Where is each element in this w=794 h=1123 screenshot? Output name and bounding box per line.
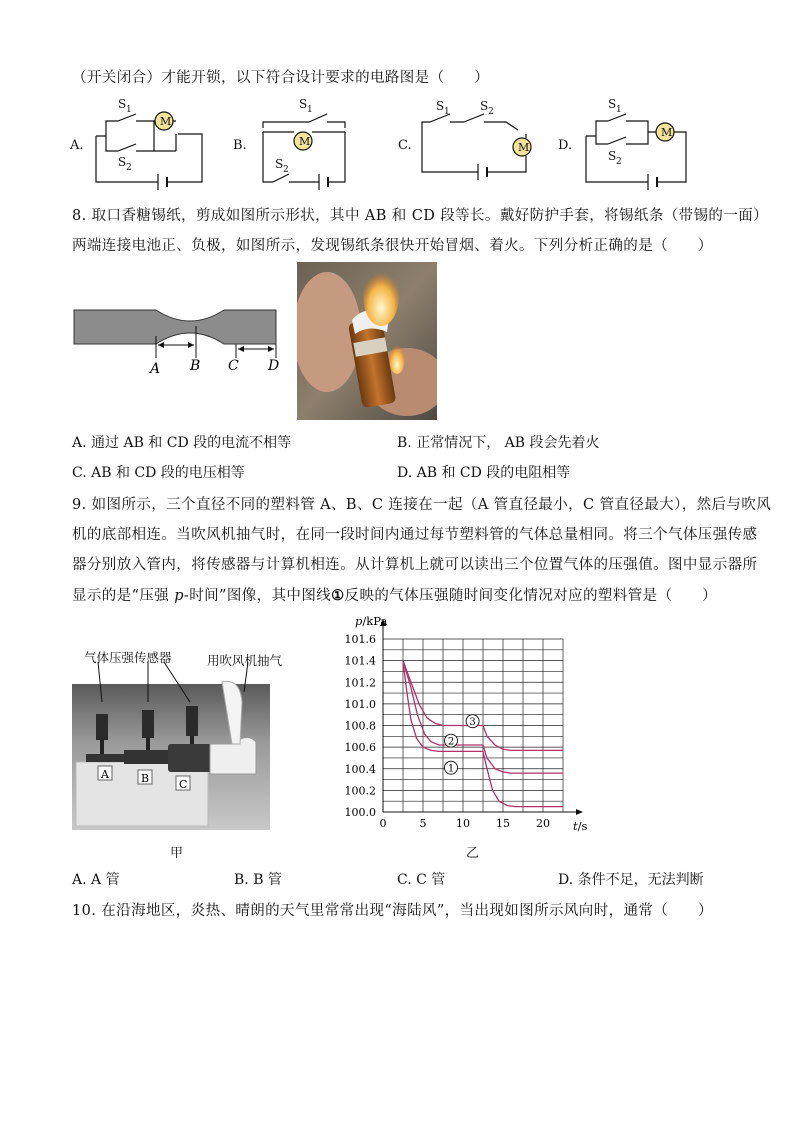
sensor-label: 气体压强传感器 [84,650,172,665]
q9-option-d[interactable]: D. 条件不足，无法判断 [558,872,704,888]
switch-label: S [608,97,617,111]
switch-label: S [608,149,617,163]
tube-a-label: A [101,768,109,781]
tin-foil-diagram [70,300,290,380]
x-tick-label: 0 [379,817,387,830]
series-label-1: 1 [447,763,455,775]
pipes-photo [72,662,272,830]
svg-text:1: 1 [616,105,622,115]
circuit-option-a[interactable] [69,97,202,190]
point-b-label: B [190,358,201,374]
q8-line2: 两端连接电池正、负极，如图所示，发现锡纸条很快开始冒烟、着火。下列分析正确的是（ ） [72,238,713,254]
q7-circuit-options [66,94,716,190]
x-tick-label: 15 [496,817,510,830]
q8-option-d[interactable]: D. AB 和 CD 段的电阻相等 [397,465,571,481]
switch-label: S [275,157,284,171]
point-c-label: C [228,358,239,374]
y-axis-title: p/kPa [355,614,388,628]
switch-label: S [436,99,445,113]
svg-text:2: 2 [616,157,622,167]
motor-label: M [661,126,673,139]
q9-line4: 显示的是“压强 p-时间”图像，其中图线①反映的气体压强随时间变化情况对应的塑料管是（ ） [72,587,718,604]
svg-text:1: 1 [307,105,313,115]
switch-label: S [480,99,489,113]
caption-left: 甲 [170,846,184,861]
y-tick-label: 101.6 [344,633,376,646]
circuit-option-d[interactable] [558,97,686,190]
q8-option-a[interactable]: A. 通过 AB 和 CD 段的电流不相等 [72,435,292,451]
q9-line3: 器分别放入管内，将传感器与计算机相连。从计算机上就可以读出三个位置气体的压强值。图中显示器所 [72,557,758,573]
q9-option-b[interactable]: B. B 管 [234,872,282,888]
x-tick-label: 10 [456,817,470,830]
motor-label: M [518,141,530,154]
q10-line1: 10. 在沿海地区，炎热、晴朗的天气里常常出现“海陆风”，当出现如图所示风向时，通常（ ） [72,903,713,919]
svg-text:2: 2 [283,165,289,175]
q8-option-b[interactable]: B. 正常情况下， AB 段会先着火 [397,435,600,451]
svg-text:2: 2 [126,163,132,173]
y-tick-label: 100.4 [344,762,376,776]
tube-b-label: B [141,772,150,785]
y-tick-label: 101.0 [344,697,376,711]
switch-label: S [299,97,308,111]
x-axis-arrow [576,809,583,815]
y-tick-label: 100.6 [344,741,376,755]
q9-line1: 9. 如图所示，三个直径不同的塑料管 A、B、C 连接在一起（A 管直径最小，C 管直径最大），然后与吹风 [72,497,772,513]
y-tick-label: 100.2 [344,784,376,798]
motor-label: M [299,135,311,148]
series-label-3: 3 [469,717,476,729]
q7-stem-tail: （开关闭合）才能开锁，以下符合设计要求的电路图是（ ） [72,70,490,86]
x-tick-label: 5 [419,817,427,830]
q8-option-c[interactable]: C. AB 和 CD 段的电压相等 [72,465,245,481]
switch-label: S [118,97,127,111]
q9-option-c[interactable]: C. C 管 [397,872,446,888]
x-tick-label: 20 [536,817,550,830]
burning-foil-photo [297,262,437,420]
pressure-time-chart [330,612,600,842]
svg-text:1: 1 [126,105,132,115]
q9-line2: 机的底部相连。当吹风机抽气时，在同一段时间内通过每节塑料管的气体总量相同。将三个气体压强传感 [72,527,758,543]
option-label: B. [233,138,247,153]
svg-text:2: 2 [488,107,494,117]
y-tick-label: 101.2 [344,676,376,690]
point-d-label: D [268,358,280,374]
caption-right: 乙 [466,846,480,861]
series-label-2: 2 [447,736,455,748]
q8-line1: 8. 取口香糖锡纸，剪成如图所示形状，其中 AB 和 CD 段等长。戴好防护手套，将锡纸条（带锡的一面） [72,208,769,224]
tube-c-label: C [179,778,188,791]
q9-option-a[interactable]: A. A 管 [72,872,120,888]
switch-label: S [118,155,127,169]
y-tick-label: 101.4 [344,654,376,668]
option-label: A. [70,138,84,153]
circuit-option-c[interactable] [398,99,531,180]
motor-label: M [160,115,172,128]
blower-label: 用吹风机抽气 [207,653,283,668]
y-tick-label: 100.0 [344,806,376,819]
option-label: D. [558,138,573,153]
y-tick-label: 100.8 [344,719,376,733]
svg-text:1: 1 [444,107,450,117]
option-label: C. [398,138,412,153]
circuit-option-b[interactable] [233,97,345,190]
x-axis-title: t/s [573,819,588,833]
point-a-label: A [150,361,161,377]
